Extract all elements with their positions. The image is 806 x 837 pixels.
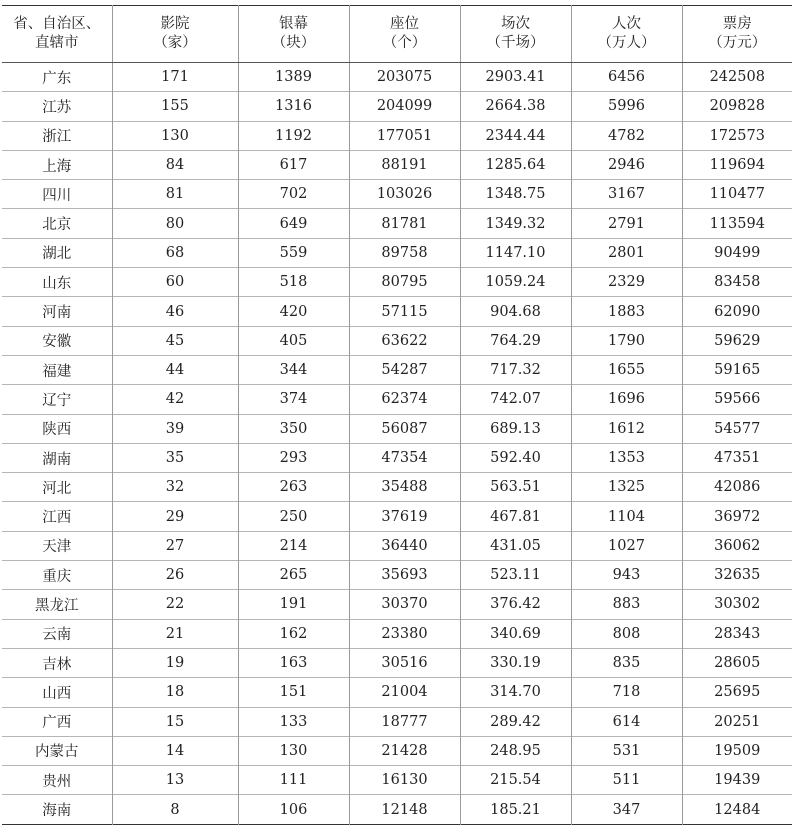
cell-admissions: 943 — [571, 561, 682, 590]
cell-shows: 1059.24 — [460, 268, 571, 297]
cell-cinemas: 35 — [112, 443, 238, 472]
header-line-2: （家） — [153, 35, 197, 51]
cell-admissions: 2791 — [571, 209, 682, 238]
table-row — [2, 268, 792, 297]
cell-screens: 1316 — [238, 92, 349, 121]
cell-box-office: 119694 — [682, 150, 792, 179]
table-row — [2, 121, 792, 150]
cell-cinemas: 84 — [112, 150, 238, 179]
cell-region: 湖北 — [2, 238, 112, 267]
cell-cinemas: 18 — [112, 678, 238, 707]
cell-box-office: 62090 — [682, 297, 792, 326]
table-row — [2, 414, 792, 443]
header-line-1: 影院 — [160, 16, 190, 32]
cell-admissions: 1790 — [571, 326, 682, 355]
cell-shows: 248.95 — [460, 736, 571, 765]
cell-screens: 163 — [238, 648, 349, 677]
cell-seats: 37619 — [349, 502, 460, 531]
cell-seats: 12148 — [349, 795, 460, 824]
cell-cinemas: 8 — [112, 795, 238, 824]
cell-cinemas: 27 — [112, 531, 238, 560]
table-row — [2, 502, 792, 531]
cell-screens: 702 — [238, 180, 349, 209]
cell-cinemas: 19 — [112, 648, 238, 677]
cell-seats: 21428 — [349, 736, 460, 765]
cell-shows: 467.81 — [460, 502, 571, 531]
header-line-2: （块） — [271, 35, 316, 51]
cell-seats: 63622 — [349, 326, 460, 355]
cell-region: 河北 — [2, 473, 112, 502]
header-shows — [460, 6, 571, 63]
cell-seats: 62374 — [349, 385, 460, 414]
cell-seats: 16130 — [349, 766, 460, 795]
cell-screens: 214 — [238, 531, 349, 560]
cell-region: 广西 — [2, 707, 112, 736]
cell-region: 内蒙古 — [2, 736, 112, 765]
cell-cinemas: 44 — [112, 355, 238, 384]
cell-shows: 904.68 — [460, 297, 571, 326]
cell-cinemas: 14 — [112, 736, 238, 765]
cell-box-office: 83458 — [682, 268, 792, 297]
cell-region: 北京 — [2, 209, 112, 238]
cell-box-office: 30302 — [682, 590, 792, 619]
cell-box-office: 28343 — [682, 619, 792, 648]
cell-cinemas: 60 — [112, 268, 238, 297]
cell-region: 贵州 — [2, 766, 112, 795]
header-screens — [238, 6, 349, 63]
cell-shows: 289.42 — [460, 707, 571, 736]
cell-admissions: 808 — [571, 619, 682, 648]
cell-screens: 162 — [238, 619, 349, 648]
cell-region: 重庆 — [2, 561, 112, 590]
table-row — [2, 619, 792, 648]
cell-box-office: 42086 — [682, 473, 792, 502]
cell-region: 广东 — [42, 70, 72, 87]
cinema-stats-table-container — [2, 5, 792, 825]
cell-screens: 617 — [238, 150, 349, 179]
cell-cinemas: 22 — [112, 590, 238, 619]
cell-seats: 177051 — [349, 121, 460, 150]
cell-box-office: 172573 — [682, 121, 792, 150]
cell-seats: 54287 — [349, 355, 460, 384]
cell-screens: 420 — [238, 297, 349, 326]
table-row — [2, 326, 792, 355]
table-row — [2, 678, 792, 707]
cell-screens: 106 — [238, 795, 349, 824]
cell-box-office: 28605 — [682, 648, 792, 677]
cell-region: 陕西 — [2, 414, 112, 443]
cell-admissions: 1353 — [571, 443, 682, 472]
cell-cinemas: 68 — [112, 238, 238, 267]
cell-screens: 151 — [238, 678, 349, 707]
cell-region: 海南 — [2, 795, 112, 824]
cell-shows: 1147.10 — [460, 238, 571, 267]
cell-cinemas: 45 — [112, 326, 238, 355]
cell-region: 江西 — [2, 502, 112, 531]
cell-region: 福建 — [2, 355, 112, 384]
cell-cinemas: 32 — [112, 473, 238, 502]
cell-box-office: 113594 — [682, 209, 792, 238]
table-row — [2, 92, 792, 121]
cell-region: 河南 — [2, 297, 112, 326]
table-row — [2, 590, 792, 619]
cell-shows: 764.29 — [460, 326, 571, 355]
cell-cinemas: 130 — [112, 121, 238, 150]
cell-shows: 431.05 — [460, 531, 571, 560]
cell-shows: 1348.75 — [460, 180, 571, 209]
cell-region: 山东 — [2, 268, 112, 297]
cell-screens: 133 — [238, 707, 349, 736]
cell-admissions: 2329 — [571, 268, 682, 297]
header-box-office — [682, 6, 792, 63]
cell-screens: 344 — [238, 355, 349, 384]
cell-admissions: 1027 — [571, 531, 682, 560]
cell-admissions: 2801 — [571, 238, 682, 267]
cell-box-office: 242508 — [682, 63, 792, 92]
cell-seats: 36440 — [349, 531, 460, 560]
cell-box-office: 209828 — [682, 92, 792, 121]
cell-region: 浙江 — [2, 121, 112, 150]
cell-box-office: 59165 — [682, 355, 792, 384]
cell-region: 山西 — [2, 678, 112, 707]
cell-shows: 314.70 — [460, 678, 571, 707]
cell-admissions: 4782 — [571, 121, 682, 150]
cell-seats: 57115 — [349, 297, 460, 326]
cell-seats: 35488 — [349, 473, 460, 502]
cell-screens: 374 — [238, 385, 349, 414]
table-row — [2, 238, 792, 267]
cell-screens: 293 — [238, 443, 349, 472]
cell-box-office: 25695 — [682, 678, 792, 707]
header-line-1: 场次 — [501, 16, 530, 32]
cell-seats: 89758 — [349, 238, 460, 267]
cell-shows: 330.19 — [460, 648, 571, 677]
cell-screens: 350 — [238, 414, 349, 443]
cell-seats: 21004 — [349, 678, 460, 707]
cell-screens: 559 — [238, 238, 349, 267]
cell-admissions: 1104 — [571, 502, 682, 531]
cell-admissions: 6456 — [571, 63, 682, 92]
cell-seats: 30516 — [349, 648, 460, 677]
table-row — [2, 473, 792, 502]
cell-seats: 203075 — [349, 63, 460, 92]
cell-shows: 2344.44 — [460, 121, 571, 150]
cell-cinemas: 26 — [112, 561, 238, 590]
cell-seats: 30370 — [349, 590, 460, 619]
cell-admissions: 5996 — [571, 92, 682, 121]
table-row — [2, 736, 792, 765]
cell-screens: 263 — [238, 473, 349, 502]
cell-shows: 689.13 — [460, 414, 571, 443]
cell-seats: 35693 — [349, 561, 460, 590]
cell-seats: 23380 — [349, 619, 460, 648]
cell-seats: 56087 — [349, 414, 460, 443]
cell-cinemas: 81 — [112, 180, 238, 209]
cell-admissions: 511 — [571, 766, 682, 795]
cell-screens: 111 — [238, 766, 349, 795]
cell-region: 天津 — [2, 531, 112, 560]
cell-admissions: 614 — [571, 707, 682, 736]
table-row — [2, 531, 792, 560]
cell-cinemas: 29 — [112, 502, 238, 531]
cell-screens: 649 — [238, 209, 349, 238]
table-row — [2, 209, 792, 238]
header-region — [2, 6, 112, 63]
table-row — [2, 766, 792, 795]
cell-box-office: 20251 — [682, 707, 792, 736]
cell-region: 四川 — [2, 180, 112, 209]
cell-shows: 215.54 — [460, 766, 571, 795]
header-line-1: 票房 — [722, 16, 752, 32]
header-cinemas — [112, 6, 238, 63]
cell-cinemas: 42 — [112, 385, 238, 414]
cell-region: 辽宁 — [2, 385, 112, 414]
cell-screens: 405 — [238, 326, 349, 355]
cell-box-office: 90499 — [682, 238, 792, 267]
header-admissions — [571, 6, 682, 63]
cell-box-office: 19439 — [682, 766, 792, 795]
cell-screens: 265 — [238, 561, 349, 590]
cell-shows: 523.11 — [460, 561, 571, 590]
header-line-2: 直辖市 — [35, 35, 79, 51]
cell-region: 湖南 — [2, 443, 112, 472]
cell-seats: 204099 — [349, 92, 460, 121]
cell-box-office: 59629 — [682, 326, 792, 355]
table-row — [2, 180, 792, 209]
cell-seats: 80795 — [349, 268, 460, 297]
cell-admissions: 1655 — [571, 355, 682, 384]
cell-shows: 376.42 — [460, 590, 571, 619]
cell-box-office: 36062 — [682, 531, 792, 560]
header-line-2: （个） — [382, 35, 427, 51]
table-row — [2, 355, 792, 384]
cell-region: 云南 — [2, 619, 112, 648]
cell-box-office: 110477 — [682, 180, 792, 209]
cell-admissions: 3167 — [571, 180, 682, 209]
cell-screens: 1389 — [238, 63, 349, 92]
cell-cinemas: 155 — [112, 92, 238, 121]
cell-box-office: 54577 — [682, 414, 792, 443]
table-row — [2, 443, 792, 472]
cell-seats: 103026 — [349, 180, 460, 209]
table-row — [2, 561, 792, 590]
cell-admissions: 2946 — [571, 150, 682, 179]
cell-screens: 130 — [238, 736, 349, 765]
cell-seats: 88191 — [349, 150, 460, 179]
cell-shows: 742.07 — [460, 385, 571, 414]
header-line-1: 座位 — [390, 16, 419, 32]
cell-box-office: 19509 — [682, 736, 792, 765]
cell-cinemas: 39 — [112, 414, 238, 443]
cell-admissions: 1883 — [571, 297, 682, 326]
cell-cinemas: 21 — [112, 619, 238, 648]
cell-cinemas: 15 — [112, 707, 238, 736]
cell-admissions: 531 — [571, 736, 682, 765]
header-line-2: （万元） — [708, 35, 767, 51]
cell-cinemas: 13 — [112, 766, 238, 795]
table-body — [2, 63, 792, 825]
cell-seats: 81781 — [349, 209, 460, 238]
table-row — [2, 150, 792, 179]
table-row — [2, 297, 792, 326]
cell-admissions: 718 — [571, 678, 682, 707]
header-line-1: 省、自治区、 — [13, 16, 101, 32]
header-line-1: 银幕 — [279, 16, 308, 32]
table-header — [2, 6, 792, 63]
cell-shows: 717.32 — [460, 355, 571, 384]
table-row — [2, 795, 792, 824]
cell-box-office: 47351 — [682, 443, 792, 472]
cell-box-office: 36972 — [682, 502, 792, 531]
cell-admissions: 1325 — [571, 473, 682, 502]
cell-screens: 191 — [238, 590, 349, 619]
header-line-2: （千场） — [486, 35, 545, 51]
cell-region: 安徽 — [2, 326, 112, 355]
header-line-1: 人次 — [612, 16, 641, 32]
header-row — [2, 6, 792, 63]
cell-shows: 2664.38 — [460, 92, 571, 121]
cell-shows: 563.51 — [460, 473, 571, 502]
cell-box-office: 12484 — [682, 795, 792, 824]
cell-shows: 1349.32 — [460, 209, 571, 238]
cell-shows: 592.40 — [460, 443, 571, 472]
header-line-2: （万人） — [597, 35, 656, 51]
cell-screens: 518 — [238, 268, 349, 297]
cell-cinemas: 46 — [112, 297, 238, 326]
cinema-stats-table — [2, 5, 792, 825]
cell-shows: 1285.64 — [460, 150, 571, 179]
cell-shows: 185.21 — [460, 795, 571, 824]
cell-region: 吉林 — [2, 648, 112, 677]
cell-screens: 250 — [238, 502, 349, 531]
cell-box-office: 32635 — [682, 561, 792, 590]
cell-shows: 340.69 — [460, 619, 571, 648]
cell-admissions: 347 — [571, 795, 682, 824]
table-row — [2, 385, 792, 414]
table-row — [2, 648, 792, 677]
cell-admissions: 835 — [571, 648, 682, 677]
cell-admissions: 1696 — [571, 385, 682, 414]
header-seats — [349, 6, 460, 63]
cell-admissions: 1612 — [571, 414, 682, 443]
cell-box-office: 59566 — [682, 385, 792, 414]
cell-shows: 2903.41 — [460, 63, 571, 92]
cell-region: 上海 — [2, 150, 112, 179]
cell-admissions: 883 — [571, 590, 682, 619]
cell-region: 黑龙江 — [2, 590, 112, 619]
table-row — [2, 707, 792, 736]
cell-cinemas: 171 — [112, 63, 238, 92]
cell-seats: 18777 — [349, 707, 460, 736]
cell-screens: 1192 — [238, 121, 349, 150]
cell-cinemas: 80 — [112, 209, 238, 238]
table-row — [2, 63, 792, 92]
cell-seats: 47354 — [349, 443, 460, 472]
cell-region: 江苏 — [2, 92, 112, 121]
